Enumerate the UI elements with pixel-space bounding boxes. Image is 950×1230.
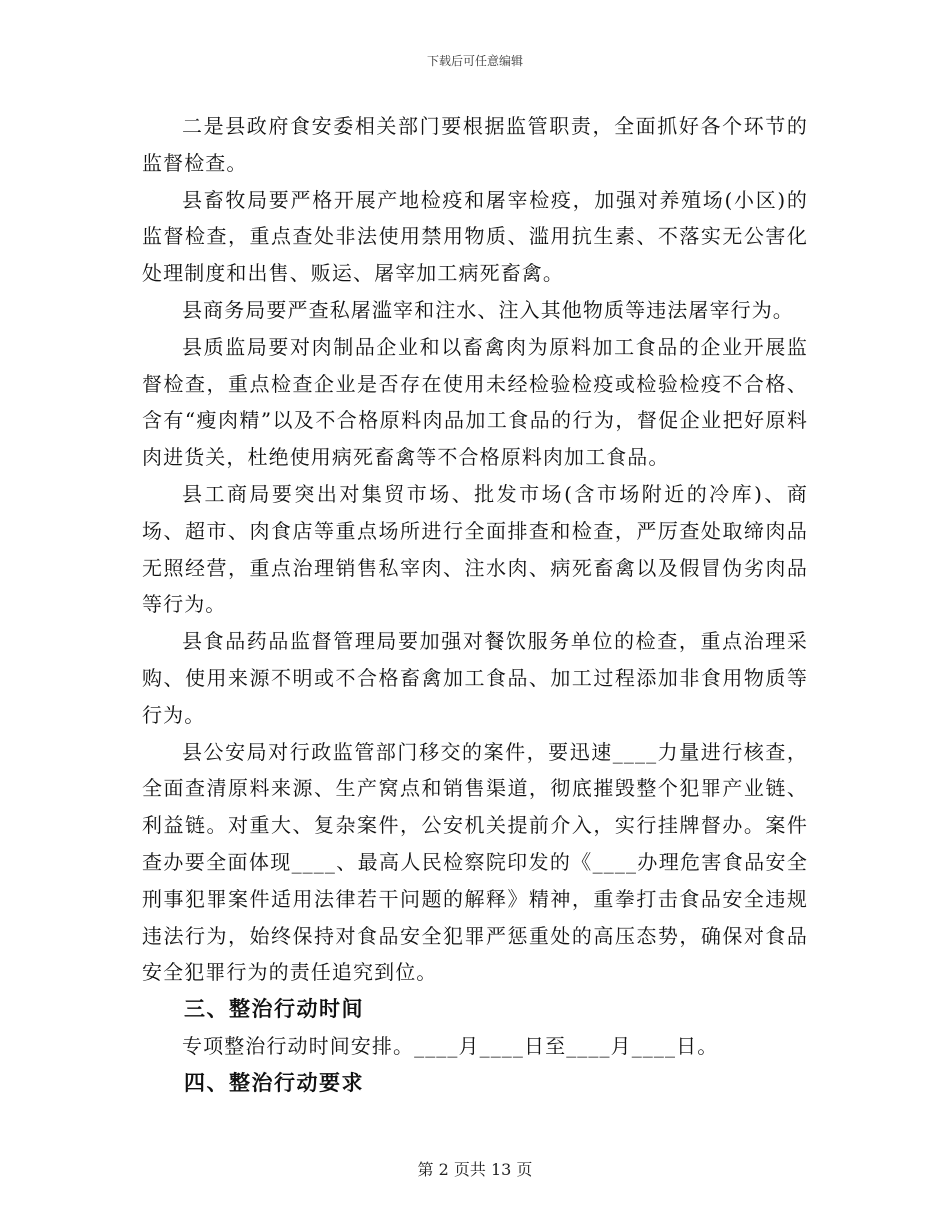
paragraph-supervision: 二是县政府食安委相关部门要根据监管职责，全面抓好各个环节的监督检查。 <box>142 114 808 175</box>
paragraph-time-schedule: 专项整治行动时间安排。____月____日至____月____日。 <box>182 1033 719 1058</box>
paragraph-commerce-bureau: 县商务局要严查私屠滥宰和注水、注入其他物质等违法屠宰行为。 <box>182 297 794 322</box>
paragraph-industry-commerce-bureau: 县工商局要突出对集贸市场、批发市场(含市场附近的冷库)、商场、超市、肉食店等重点场所进行全面排查和检查，严厉查处取缔肉品无照经营，重点治理销售私宰肉、注水肉、病死畜禽以及假冒伪劣肉品等行为。 <box>142 481 808 617</box>
document-body <box>142 108 808 1102</box>
page-header: 下载后可任意编辑 <box>426 54 523 68</box>
page-number: 第 2 页共 13 页 <box>417 1160 533 1179</box>
paragraph-food-drug-bureau: 县食品药品监督管理局要加强对餐饮服务单位的检查，重点治理采购、使用来源不明或不合格畜禽加工食品、加工过程添加非食用物质等行为。 <box>142 629 808 727</box>
section-heading-requirements: 四、整治行动要求 <box>184 1070 364 1095</box>
paragraph-livestock-bureau: 县畜牧局要严格开展产地检疫和屠宰检疫，加强对养殖场(小区)的监督检查，重点查处非法使用禁用物质、滥用抗生素、不落实无公害化处理制度和出售、贩运、屠宰加工病死畜禽。 <box>142 187 808 286</box>
paragraph-public-security-bureau: 县公安局对行政监管部门移交的案件，要迅速____力量进行核查，全面查清原料来源、生产窝点和销售渠道，彻底摧毁整个犯罪产业链、利益链。对重大、复杂案件，公安机关提前介入，实行挂牌督办。案件查办要全面体现____、最高人民检察院印发的《____办理危害食品安全刑事犯罪案件适用法律若干问题的解释》精神，重拳打击食品安全违规违法行为，始终保持对食品安全犯罪严惩重处的高压态势，确保对食品安全犯罪行为的责任追究到位。 <box>142 739 808 985</box>
section-heading-time: 三、整治行动时间 <box>184 997 364 1022</box>
paragraph-quality-bureau: 县质监局要对肉制品企业和以畜禽肉为原料加工食品的企业开展监督检查，重点检查企业是否存在使用未经检验检疫或检验检疫不合格、含有“瘦肉精”以及不合格原料肉品加工食品的行为，督促企业把好原料肉进货关，杜绝使用病死畜禽等不合格原料肉加工食品。 <box>142 334 808 470</box>
